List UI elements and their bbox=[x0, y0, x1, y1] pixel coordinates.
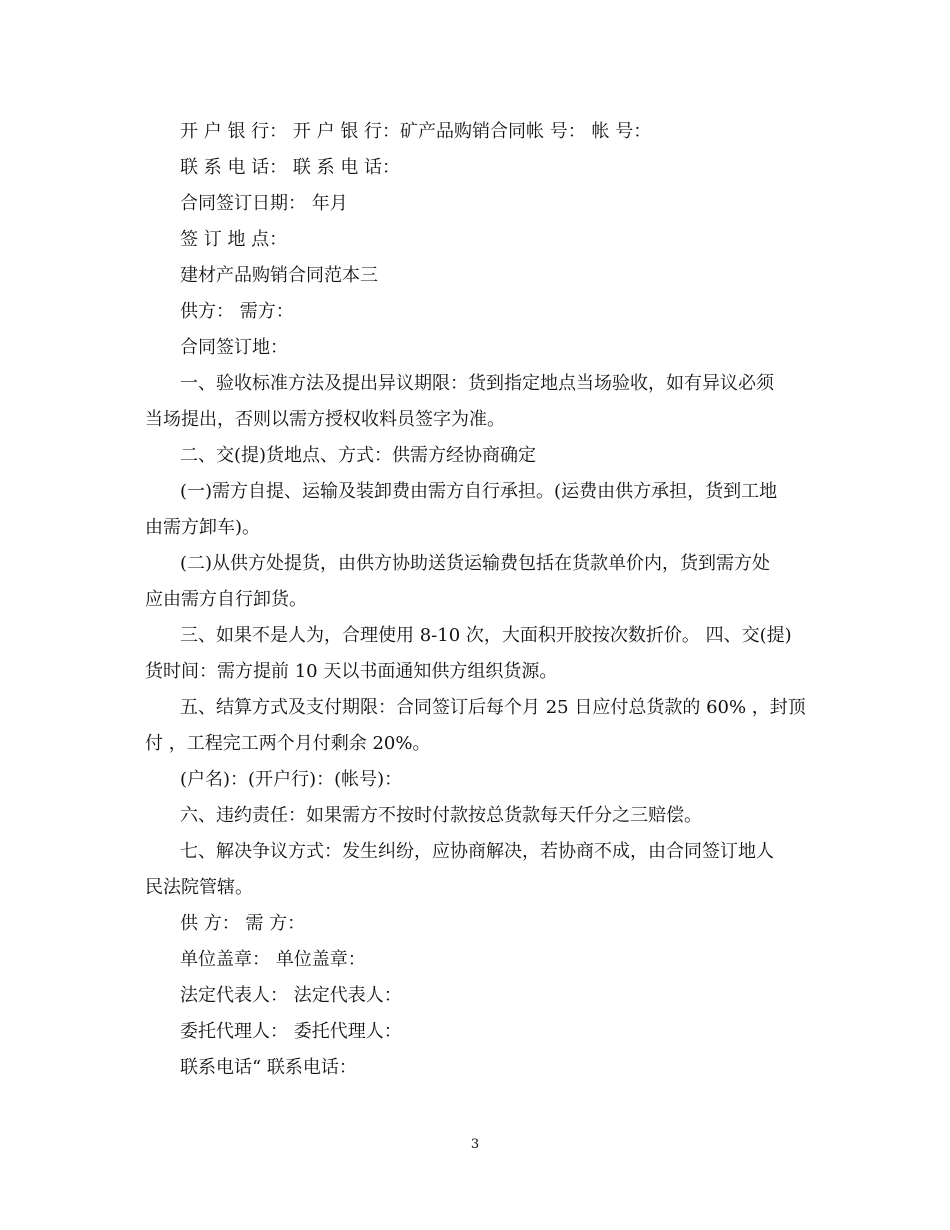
subclause-2-line-1: (二)从供方处提货，由供方协助送货运输费包括在货款单价内，货到需方处 bbox=[180, 553, 771, 574]
page-number: 3 bbox=[470, 1137, 480, 1152]
clause-7-line-2: 民法院管辖。 bbox=[145, 877, 253, 898]
seal-line: 单位盖章： 单位盖章： bbox=[180, 949, 366, 970]
clause-5-line-1: 五、结算方式及支付期限：合同签订后每个月 25 日应付总货款的 60% ，封顶 bbox=[180, 697, 806, 718]
contract-title: 建材产品购销合同范本三 bbox=[180, 265, 378, 286]
clause-5-line-2: 付 ，工程完工两个月付剩余 20%。 bbox=[145, 733, 431, 754]
signing-place-line: 签 订 地 点： bbox=[180, 229, 288, 250]
parties-line: 供方： 需方： bbox=[180, 301, 294, 322]
signing-location-line: 合同签订地： bbox=[180, 337, 288, 358]
clause-6-line: 六、违约责任：如果需方不按时付款按总货款每天仟分之三赔偿。 bbox=[180, 805, 702, 826]
legal-representative-line: 法定代表人： 法定代表人： bbox=[180, 985, 402, 1006]
signature-parties-line: 供 方： 需 方： bbox=[180, 913, 306, 934]
clause-1-line-1: 一、验收标准方法及提出异议期限：货到指定地点当场验收，如有异议必须 bbox=[180, 373, 774, 394]
subclause-2-line-2: 应由需方自行卸货。 bbox=[145, 589, 307, 610]
clause-3-4-line-1: 三、如果不是人为，合理使用 8-10 次，大面积开胶按次数折价。 四、交(提) bbox=[180, 625, 792, 646]
bank-account-line: 开 户 银 行： 开 户 银 行：矿产品购销合同帐 号： 帐 号： bbox=[180, 121, 652, 142]
contact-phone-line: 联 系 电 话： 联 系 电 话： bbox=[180, 157, 401, 178]
signature-phone-line: 联系电话“ 联系电话： bbox=[180, 1057, 357, 1078]
clause-3-4-line-2: 货时间：需方提前 10 天以书面通知供方组织货源。 bbox=[145, 661, 558, 682]
clause-7-line-1: 七、解决争议方式：发生纠纷，应协商解决，若协商不成，由合同签订地人 bbox=[180, 841, 774, 862]
account-info-line: (户名)：(开户行)：(帐号)： bbox=[180, 769, 403, 790]
subclause-1-line-1: (一)需方自提、运输及装卸费由需方自行承担。(运费由供方承担，货到工地 bbox=[180, 481, 778, 502]
authorized-agent-line: 委托代理人： 委托代理人： bbox=[180, 1021, 402, 1042]
subclause-1-line-2: 由需方卸车)。 bbox=[145, 517, 261, 538]
clause-1-line-2: 当场提出，否则以需方授权收料员签字为准。 bbox=[145, 409, 505, 430]
clause-2-line: 二、交(提)货地点、方式：供需方经协商确定 bbox=[180, 445, 537, 466]
signing-date-line: 合同签订日期： 年月 bbox=[180, 193, 348, 214]
